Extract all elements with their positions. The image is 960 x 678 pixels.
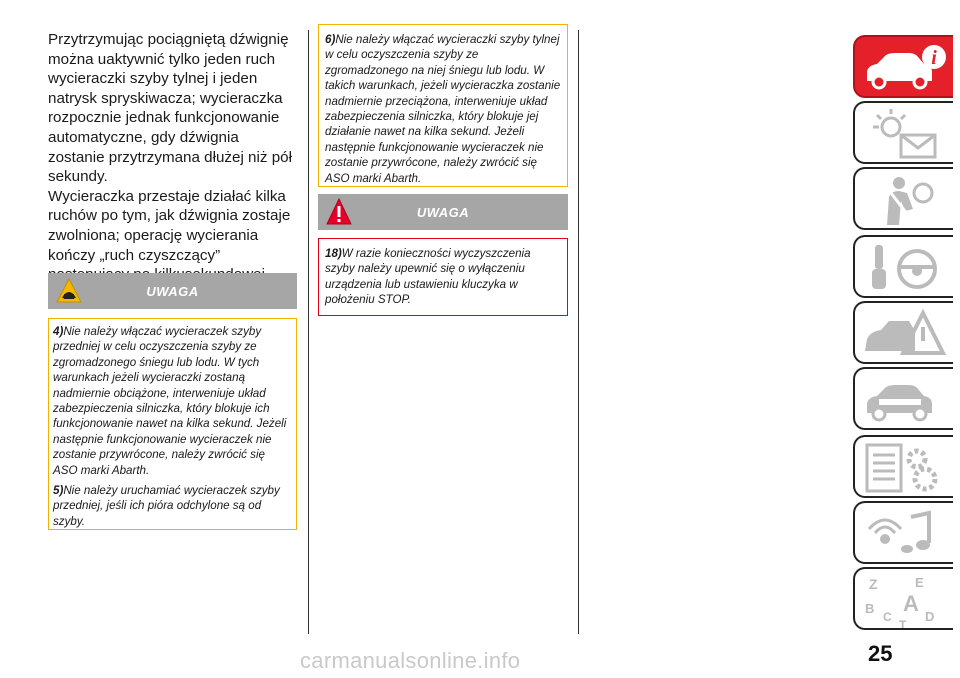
tab-maintenance[interactable] bbox=[853, 367, 953, 430]
tab-starting-driving[interactable] bbox=[853, 235, 953, 298]
emergency-icon bbox=[855, 303, 953, 364]
caution-note bbox=[53, 324, 292, 478]
index-letter: B bbox=[865, 601, 875, 616]
page-number: 25 bbox=[868, 641, 893, 666]
warning-header bbox=[318, 194, 568, 230]
car-maintenance-icon bbox=[855, 369, 953, 430]
column-divider bbox=[308, 30, 309, 634]
body-text bbox=[48, 30, 298, 304]
caution-title: UWAGA bbox=[146, 284, 199, 299]
tab-safety[interactable] bbox=[853, 167, 953, 230]
caution-header bbox=[48, 273, 297, 309]
index-letter: C bbox=[883, 610, 892, 624]
column-divider bbox=[578, 30, 579, 634]
alphabetical-index-icon bbox=[855, 569, 953, 630]
specifications-gear-icon bbox=[855, 437, 953, 498]
tab-index[interactable] bbox=[853, 567, 953, 630]
note-number: 6) bbox=[325, 33, 336, 46]
caution-box-continued bbox=[318, 24, 568, 187]
index-letter: A bbox=[903, 591, 919, 616]
note-number: 4) bbox=[53, 325, 64, 338]
warning-title: UWAGA bbox=[416, 205, 470, 220]
note-text: W razie konieczności wyczyszczenia szyby należy upewnić się o wyłączeniu urządzenia lub ustawieniu kluczyka w położeniu STOP. bbox=[325, 247, 531, 307]
tab-emergency[interactable] bbox=[853, 301, 953, 364]
note-number: 18) bbox=[325, 247, 342, 260]
warning-note bbox=[325, 246, 561, 308]
svg-text:i: i bbox=[931, 47, 937, 69]
index-letter: E bbox=[915, 575, 924, 590]
note-text: Nie należy uruchamiać wycieraczek szyby przedniej, jeśli ich pióra odchylone są od szyby. bbox=[53, 484, 280, 528]
tab-technical-data[interactable] bbox=[853, 435, 953, 498]
note-text: Nie należy włączać wycieraczek szyby przedniej w celu oczyszczenia szyby ze zgromadzonego śniegu lub lodu. W tych warunkach jeżeli wycieraczki zostaną nadmiernie obciążone, interweniuje układ zabezpieczenia silniczka, który blokuje ich funkcjonowanie nawet na kilka sekund. Jeżeli następnie funkcjonowanie wycieraczek nie zostanie przywrócone, należy zwrócić się ASO marki Abarth. bbox=[53, 325, 287, 477]
seatbelt-airbag-icon bbox=[855, 169, 953, 230]
tab-car-info[interactable] bbox=[853, 35, 953, 98]
key-steering-wheel-icon bbox=[855, 237, 953, 298]
tab-warning-lights[interactable] bbox=[853, 101, 953, 164]
index-letter: Z bbox=[869, 576, 878, 592]
index-letter: T bbox=[899, 618, 907, 632]
caution-note bbox=[325, 32, 561, 186]
note-number: 5) bbox=[53, 484, 64, 498]
paragraph: Wycieraczka przestaje działać kilka ruchów po tym, jak dźwignia zostaje zwolniona; operację wycierania kończy „ruch czyszczący” bbox=[48, 187, 291, 264]
warning-lights-icon bbox=[855, 103, 953, 164]
caution-box bbox=[48, 318, 297, 530]
car-info-icon bbox=[855, 37, 953, 98]
note-text: Nie należy włączać wycieraczki szyby tylnej w celu oczyszczenia szyby ze zgromadzonego na niej śniegu lub lodu. W takich warunkach, jeżeli wycieraczka zostanie nadmiernie przeciążona, interweniuje układ zabezpieczenia silniczka, który blokuje jej działanie nawet na kilka sekund. Jeżeli następnie funkcjonowanie wycieraczek nie zostanie przywrócone, należy zwrócić się ASO marki Abarth. bbox=[325, 33, 561, 185]
watermark: carmanualsonline.info bbox=[300, 648, 521, 673]
warning-box bbox=[318, 238, 568, 316]
index-letter: D bbox=[925, 609, 935, 624]
paragraph: Przytrzymując pociągniętą dźwignię można uaktywnić tylko jeden ruch wycieraczki szyby tylnej i jeden natrysk spryskiwacza; wycieraczka rozpocznie jednak funkcjonowanie automatyczne, gdy dźwignia zostanie przytrzymana dłużej niż pół sekundy. bbox=[48, 31, 292, 186]
tab-multimedia[interactable] bbox=[853, 501, 953, 564]
caution-note bbox=[53, 483, 292, 529]
multimedia-icon bbox=[855, 503, 953, 564]
